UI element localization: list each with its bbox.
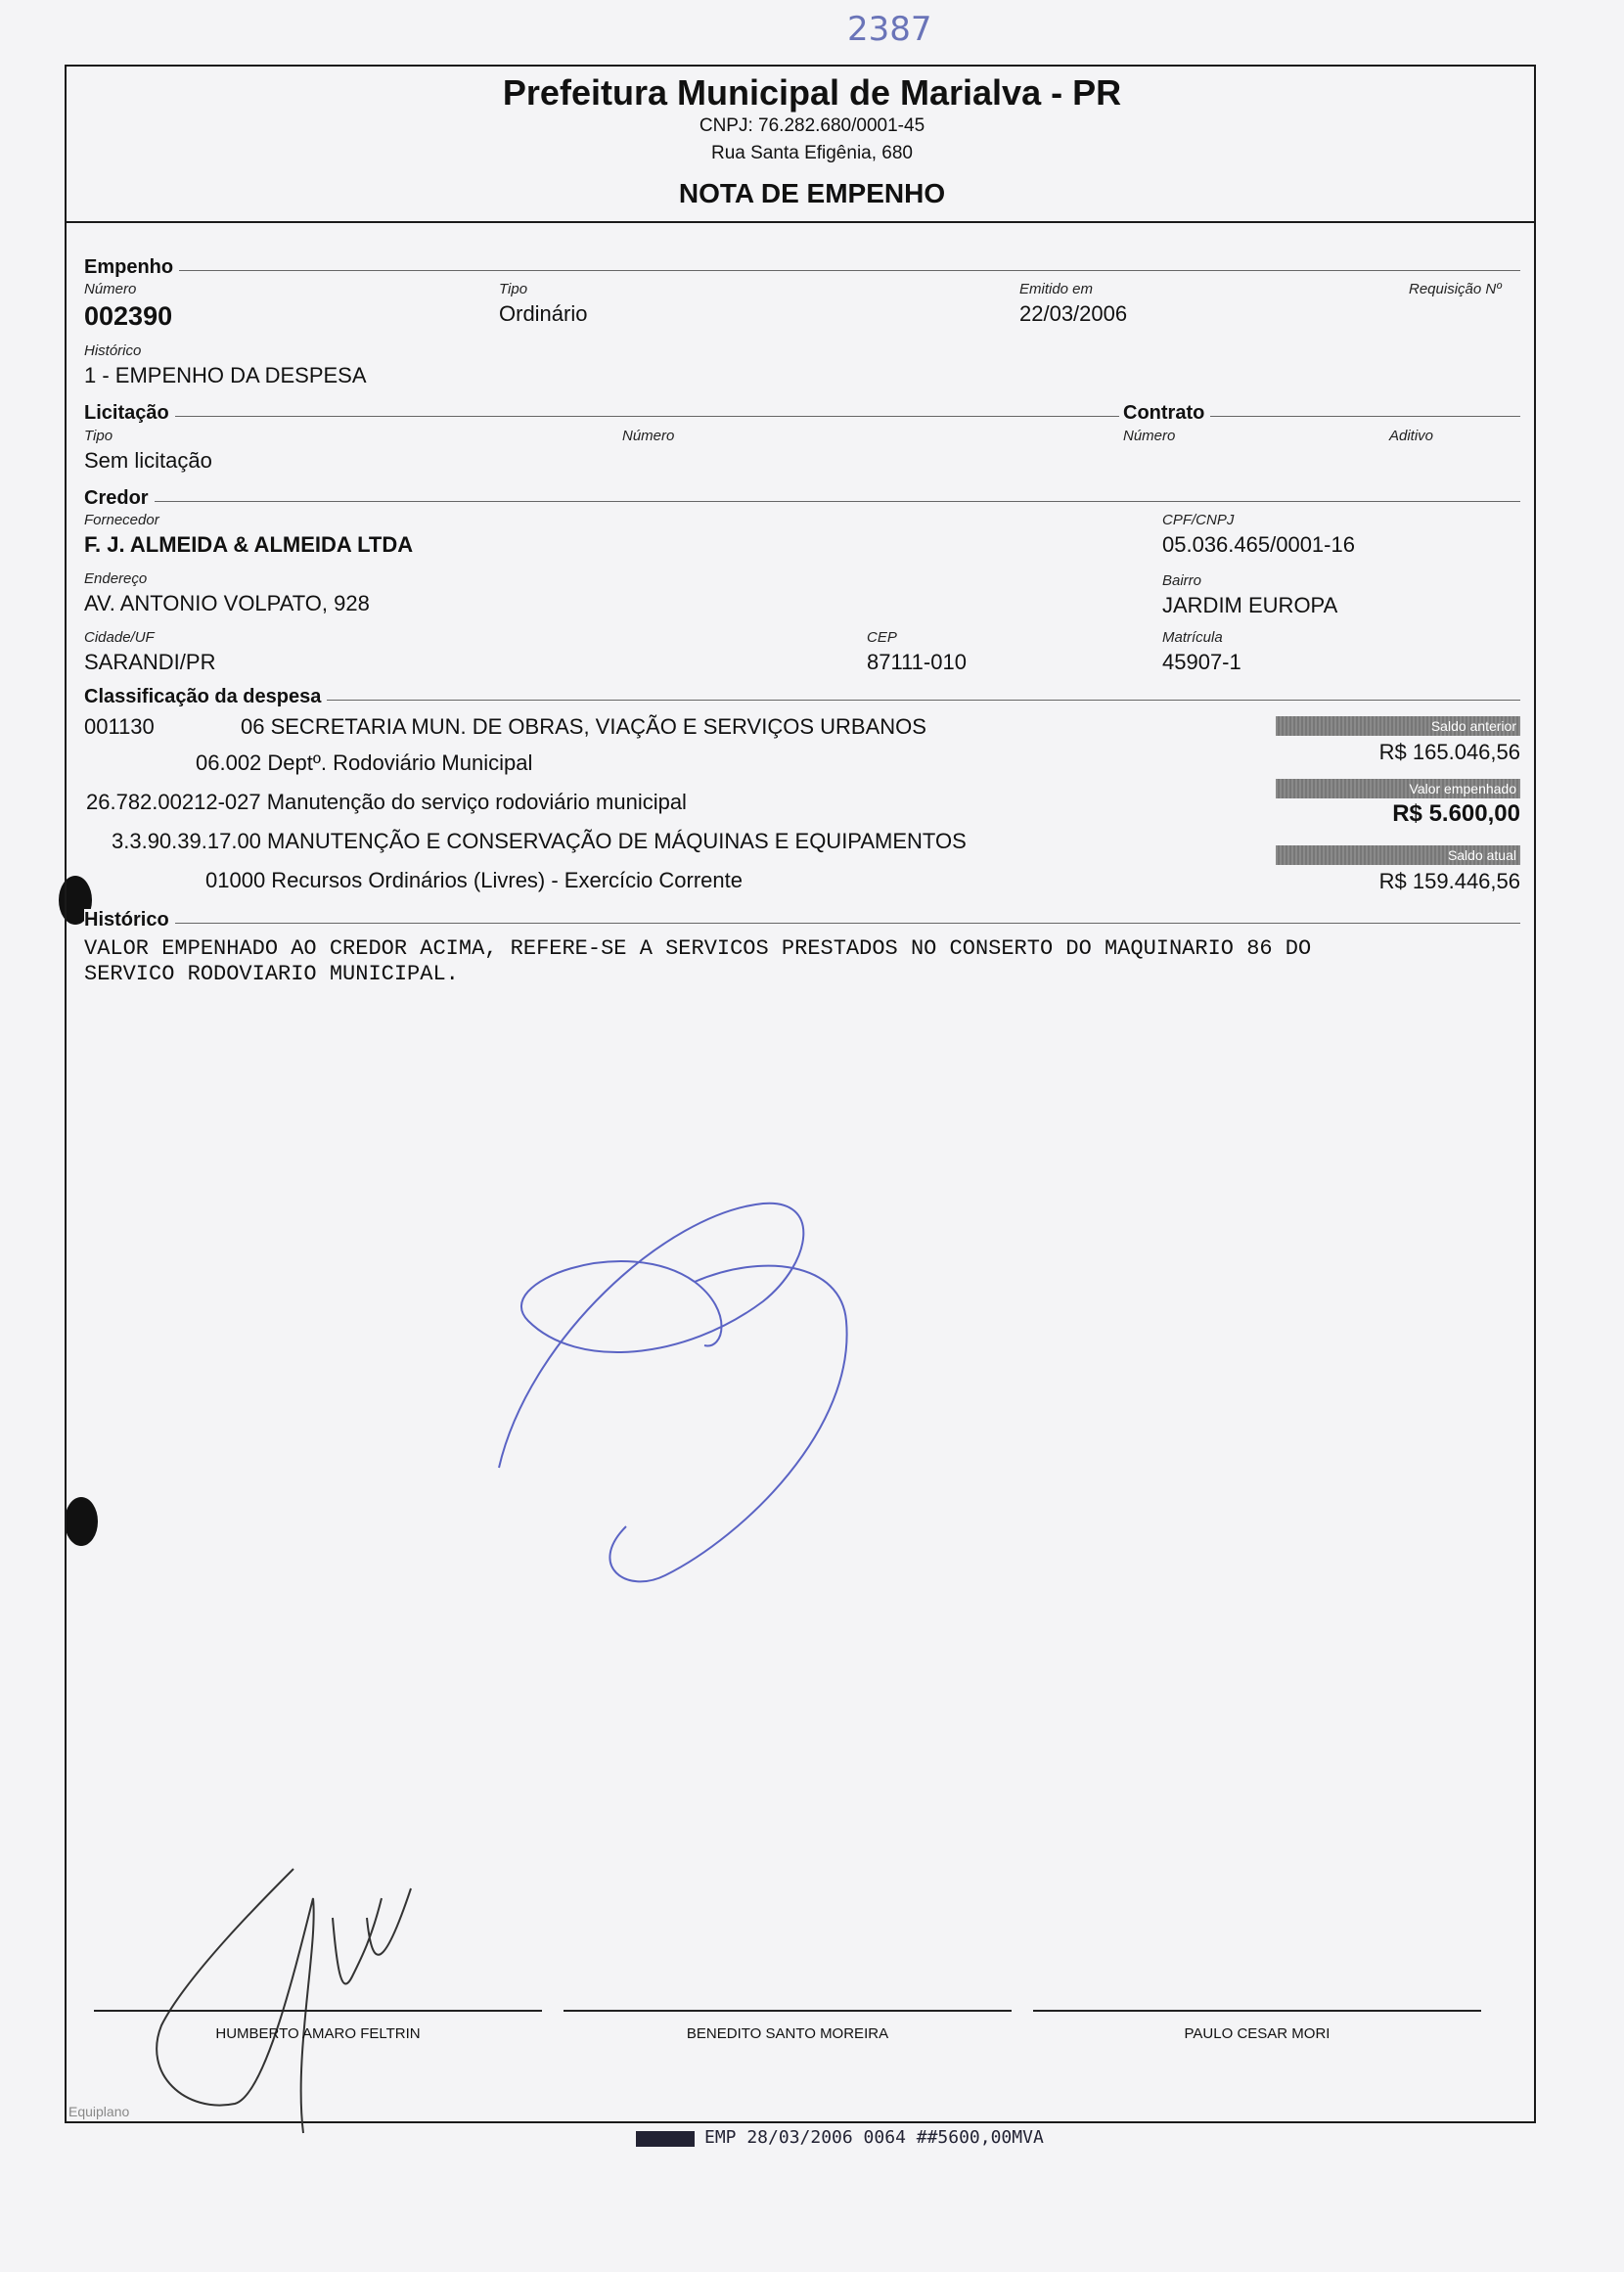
- contrato-numero-label: Número: [1123, 428, 1176, 444]
- saldo-atual-label: Saldo atual: [1276, 845, 1520, 865]
- emitido-date: 22/03/2006: [1019, 301, 1128, 326]
- section-credor: Credor: [84, 487, 155, 510]
- saldo-anterior-label: Saldo anterior: [1276, 716, 1520, 736]
- empenho-numero: 002390: [84, 301, 173, 331]
- fornecedor-label: Fornecedor: [84, 512, 159, 528]
- signature-line: [1033, 2010, 1481, 2012]
- empenho-historico-label: Histórico: [84, 342, 142, 359]
- matricula-value: 45907-1: [1162, 650, 1241, 674]
- saldo-atual-value: R$ 159.446,56: [1378, 869, 1520, 893]
- signatory-1: HUMBERTO AMARO FELTRIN: [215, 2025, 421, 2042]
- licitacao-numero-label: Número: [622, 428, 675, 444]
- endereco-value: AV. ANTONIO VOLPATO, 928: [84, 591, 370, 615]
- section-rule: [84, 501, 1520, 502]
- contrato-aditivo-label: Aditivo: [1389, 428, 1434, 444]
- classificacao-line-2: 06.002 Deptº. Rodoviário Municipal: [196, 750, 533, 775]
- signature-humberto: [147, 1859, 440, 2143]
- classificacao-code: 001130: [84, 714, 155, 739]
- cpf-value: 05.036.465/0001-16: [1162, 532, 1355, 557]
- bairro-value: JARDIM EUROPA: [1162, 593, 1338, 617]
- matricula-label: Matrícula: [1162, 629, 1223, 646]
- signature-line: [94, 2010, 542, 2012]
- classificacao-line-1: 06 SECRETARIA MUN. DE OBRAS, VIAÇÃO E SERVIÇOS URBANOS: [241, 714, 926, 739]
- section-licitacao: Licitação: [84, 402, 175, 425]
- section-rule: [84, 270, 1520, 271]
- fornecedor-name: F. J. ALMEIDA & ALMEIDA LTDA: [84, 532, 414, 557]
- empenho-historico: 1 - EMPENHO DA DESPESA: [84, 363, 367, 387]
- licitacao-tipo: Sem licitação: [84, 448, 212, 473]
- historico-line-1: VALOR EMPENHADO AO CREDOR ACIMA, REFERE-SE A SERVICOS PRESTADOS NO CONSERTO DO MAQUINARIO 86 DO: [84, 936, 1312, 961]
- section-classificacao: Classificação da despesa: [84, 686, 327, 708]
- cep-label: CEP: [867, 629, 897, 646]
- bairro-label: Bairro: [1162, 572, 1202, 589]
- footer-brand: Equiplano: [68, 2104, 130, 2119]
- cidade-label: Cidade/UF: [84, 629, 155, 646]
- cidade-value: SARANDI/PR: [84, 650, 216, 674]
- header-address: Rua Santa Efigênia, 680: [711, 143, 913, 163]
- historico-line-2: SERVICO RODOVIARIO MUNICIPAL.: [84, 962, 459, 986]
- section-rule: [84, 416, 1520, 417]
- signatory-2: BENEDITO SANTO MOREIRA: [686, 2025, 889, 2042]
- header-divider: [65, 221, 1534, 223]
- section-empenho: Empenho: [84, 256, 179, 279]
- signatory-3: PAULO CESAR MORI: [1184, 2025, 1331, 2042]
- section-historico: Histórico: [84, 909, 175, 932]
- saldo-anterior-value: R$ 165.046,56: [1378, 740, 1520, 764]
- section-rule: [84, 923, 1520, 924]
- page-title: Prefeitura Municipal de Marialva - PR: [502, 72, 1122, 113]
- requisicao-label: Requisição Nº: [1409, 281, 1502, 297]
- header-cnpj: CNPJ: 76.282.680/0001-45: [699, 115, 925, 136]
- classificacao-line-4: 3.3.90.39.17.00 MANUTENÇÃO E CONSERVAÇÃO DE MÁQUINAS E EQUIPAMENTOS: [112, 829, 967, 853]
- cpf-label: CPF/CNPJ: [1162, 512, 1235, 528]
- footer-stamp: EMP 28/03/2006 0064 ##5600,00MVA: [704, 2127, 1044, 2148]
- valor-empenhado-label: Valor empenhado: [1276, 779, 1520, 798]
- classificacao-line-5: 01000 Recursos Ordinários (Livres) - Exercício Corrente: [205, 868, 743, 892]
- handwritten-number: 2387: [847, 10, 932, 49]
- licitacao-tipo-label: Tipo: [84, 428, 113, 444]
- emitido-label: Emitido em: [1019, 281, 1094, 297]
- empenho-tipo-label: Tipo: [499, 281, 528, 297]
- section-contrato: Contrato: [1119, 402, 1210, 425]
- handwritten-scribble: [470, 1174, 880, 1585]
- valor-empenhado-value: R$ 5.600,00: [1392, 800, 1520, 827]
- document-title: NOTA DE EMPENHO: [678, 178, 946, 208]
- cep-value: 87111-010: [867, 650, 967, 674]
- classificacao-line-3: 26.782.00212-027 Manutenção do serviço rodoviário municipal: [86, 790, 687, 814]
- empenho-tipo: Ordinário: [499, 301, 588, 326]
- endereco-label: Endereço: [84, 570, 148, 587]
- empenho-numero-label: Número: [84, 281, 137, 297]
- signature-line: [564, 2010, 1012, 2012]
- stamp-logo: [636, 2131, 695, 2147]
